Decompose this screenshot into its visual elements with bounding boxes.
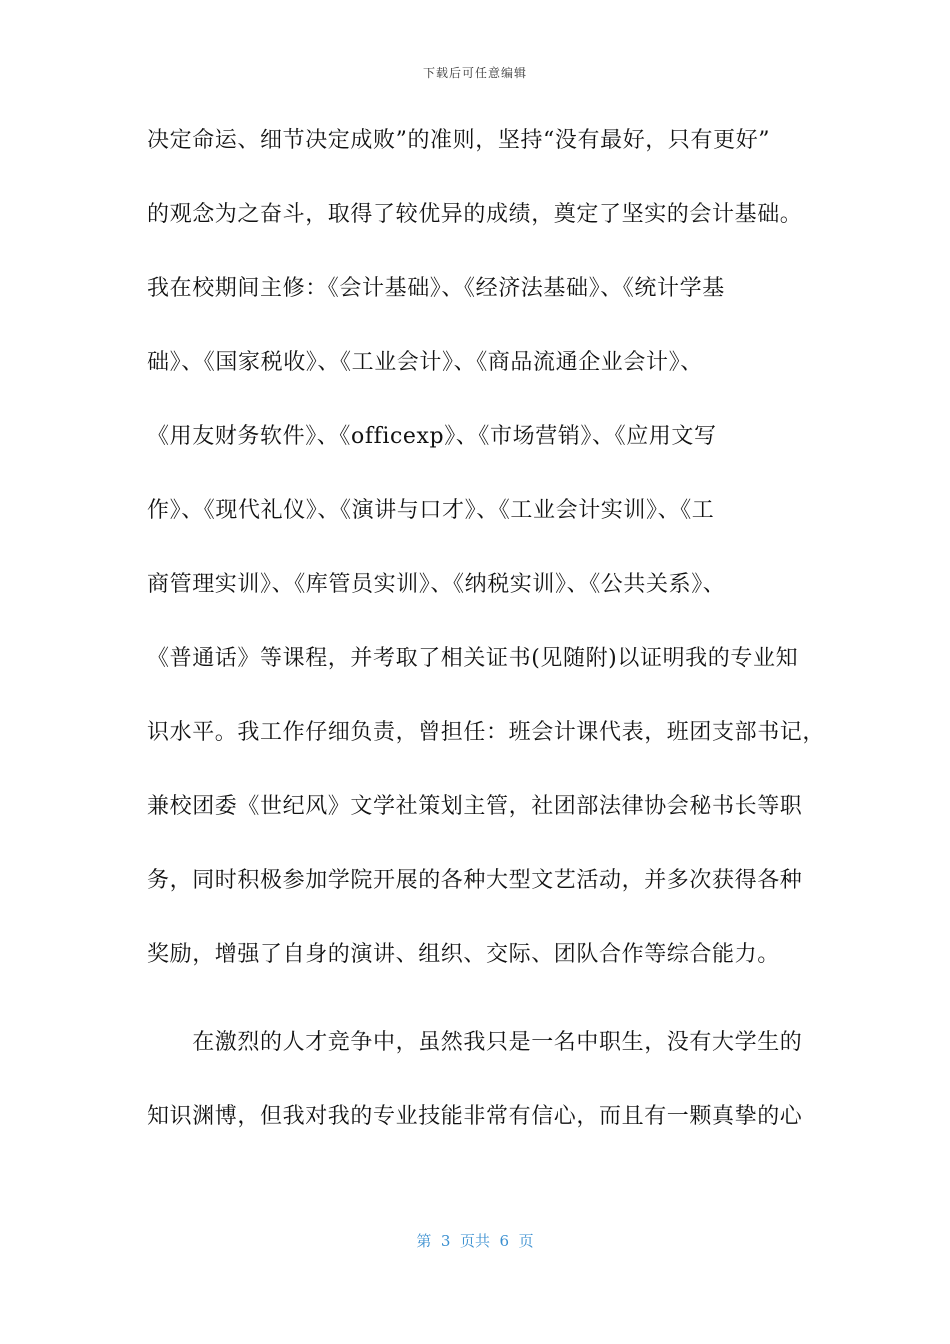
text-line: 决定命运、细节决定成败”的准则，坚持“没有最好，只有更好” — [147, 128, 771, 153]
text-line: 识水平。我工作仔细负责，曾担任：班会计课代表，班团支部书记， — [147, 720, 826, 745]
text-line: 务，同时积极参加学院开展的各种大型文艺活动，并多次获得各种 — [147, 868, 803, 893]
text-line: 的观念为之奋斗，取得了较优异的成绩，奠定了坚实的会计基础。 — [147, 202, 803, 227]
text-line: 《普通话》等课程，并考取了相关证书(见随附)以证明我的专业知 — [147, 646, 799, 671]
text-line: 础》、《国家税收》、《工业会计》、《商品流通企业会计》、 — [147, 350, 703, 375]
text-line: 奖励，增强了自身的演讲、组织、交际、团队合作等综合能力。 — [147, 942, 780, 967]
text-line: 我在校期间主修：《会计基础》、《经济法基础》、《统计学基 — [147, 276, 725, 301]
page-header: 下载后可任意编辑 — [422, 66, 527, 80]
page-footer: 第 3 页共 6 页 — [416, 1232, 534, 1250]
text-line: 商管理实训》、《库管员实训》、《纳税实训》、《公共关系》、 — [147, 572, 726, 597]
text-line: 在激烈的人才竞争中，虽然我只是一名中职生，没有大学生的 — [147, 1030, 803, 1055]
text-line: 兼校团委《世纪风》文学社策划主管，社团部法律协会秘书长等职 — [147, 794, 803, 819]
text-line: 《用友财务软件》、《officexp》、《市场营销》、《应用文写 — [147, 424, 717, 449]
text-line: 作》、《现代礼仪》、《演讲与口才》、《工业会计实训》、《工 — [147, 498, 715, 523]
text-line: 知识渊博，但我对我的专业技能非常有信心，而且有一颗真挚的心 — [147, 1104, 803, 1129]
